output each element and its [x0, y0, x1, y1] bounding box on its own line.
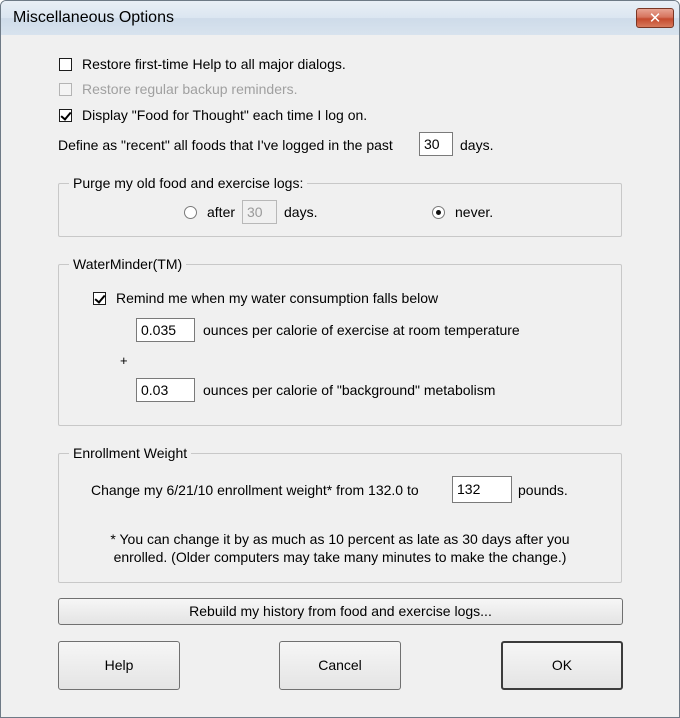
restore-help-checkbox[interactable] [59, 58, 72, 71]
enrollment-note-line-1: * You can change it by as much as 10 percent as late as 30 days after you [110, 531, 570, 547]
enrollment-note-line-2: enrolled. (Older computers may take many minutes to make the change.) [113, 549, 567, 565]
food-for-thought-checkbox[interactable] [59, 109, 72, 122]
purge-days-label: days. [284, 204, 318, 220]
plus-sign: + [120, 353, 128, 368]
help-button[interactable]: Help [58, 641, 180, 690]
purge-never-label[interactable]: never. [455, 204, 494, 220]
purge-group-title: Purge my old food and exercise logs: [69, 175, 307, 191]
title-bar[interactable] [1, 1, 679, 35]
purge-never-radio[interactable] [432, 206, 445, 219]
close-button[interactable] [636, 8, 674, 28]
window-title: Miscellaneous Options [13, 9, 174, 26]
purge-after-radio[interactable] [184, 206, 197, 219]
ok-button[interactable]: OK [501, 641, 623, 690]
background-ounces-input[interactable]: 0.03 [136, 378, 195, 402]
background-ounces-label: ounces per calorie of "background" metabolism [203, 382, 496, 398]
enrollment-weight-input[interactable]: 132 [452, 476, 512, 503]
dialog-client-area [6, 35, 675, 714]
remind-water-label[interactable]: Remind me when my water consumption falls below [116, 290, 439, 306]
exercise-ounces-input[interactable]: 0.035 [136, 318, 195, 342]
waterminder-group-title: WaterMinder(TM) [69, 256, 186, 272]
close-icon: ✕ [648, 9, 662, 27]
cancel-button[interactable]: Cancel [279, 641, 401, 690]
recent-suffix-label: days. [460, 137, 494, 153]
weight-unit-label: pounds. [518, 482, 568, 498]
change-weight-label: Change my 6/21/10 enrollment weight* from 132.0 to [91, 482, 419, 498]
purge-after-label[interactable]: after [207, 204, 236, 220]
recent-prefix-label: Define as "recent" all foods that I've logged in the past [58, 137, 393, 153]
enrollment-weight-group-title: Enrollment Weight [69, 445, 191, 461]
restore-backup-checkbox [59, 83, 72, 96]
rebuild-history-button[interactable]: Rebuild my history from food and exercise logs... [58, 598, 623, 625]
exercise-ounces-label: ounces per calorie of exercise at room temperature [203, 322, 520, 338]
purge-group [58, 183, 622, 237]
restore-backup-label: Restore regular backup reminders. [82, 81, 298, 97]
restore-help-label[interactable]: Restore first-time Help to all major dialogs. [82, 56, 346, 72]
recent-days-input[interactable]: 30 [419, 132, 453, 156]
remind-water-checkbox[interactable] [93, 292, 106, 305]
food-for-thought-label[interactable]: Display "Food for Thought" each time I log on. [82, 107, 368, 123]
purge-days-input: 30 [242, 200, 277, 224]
